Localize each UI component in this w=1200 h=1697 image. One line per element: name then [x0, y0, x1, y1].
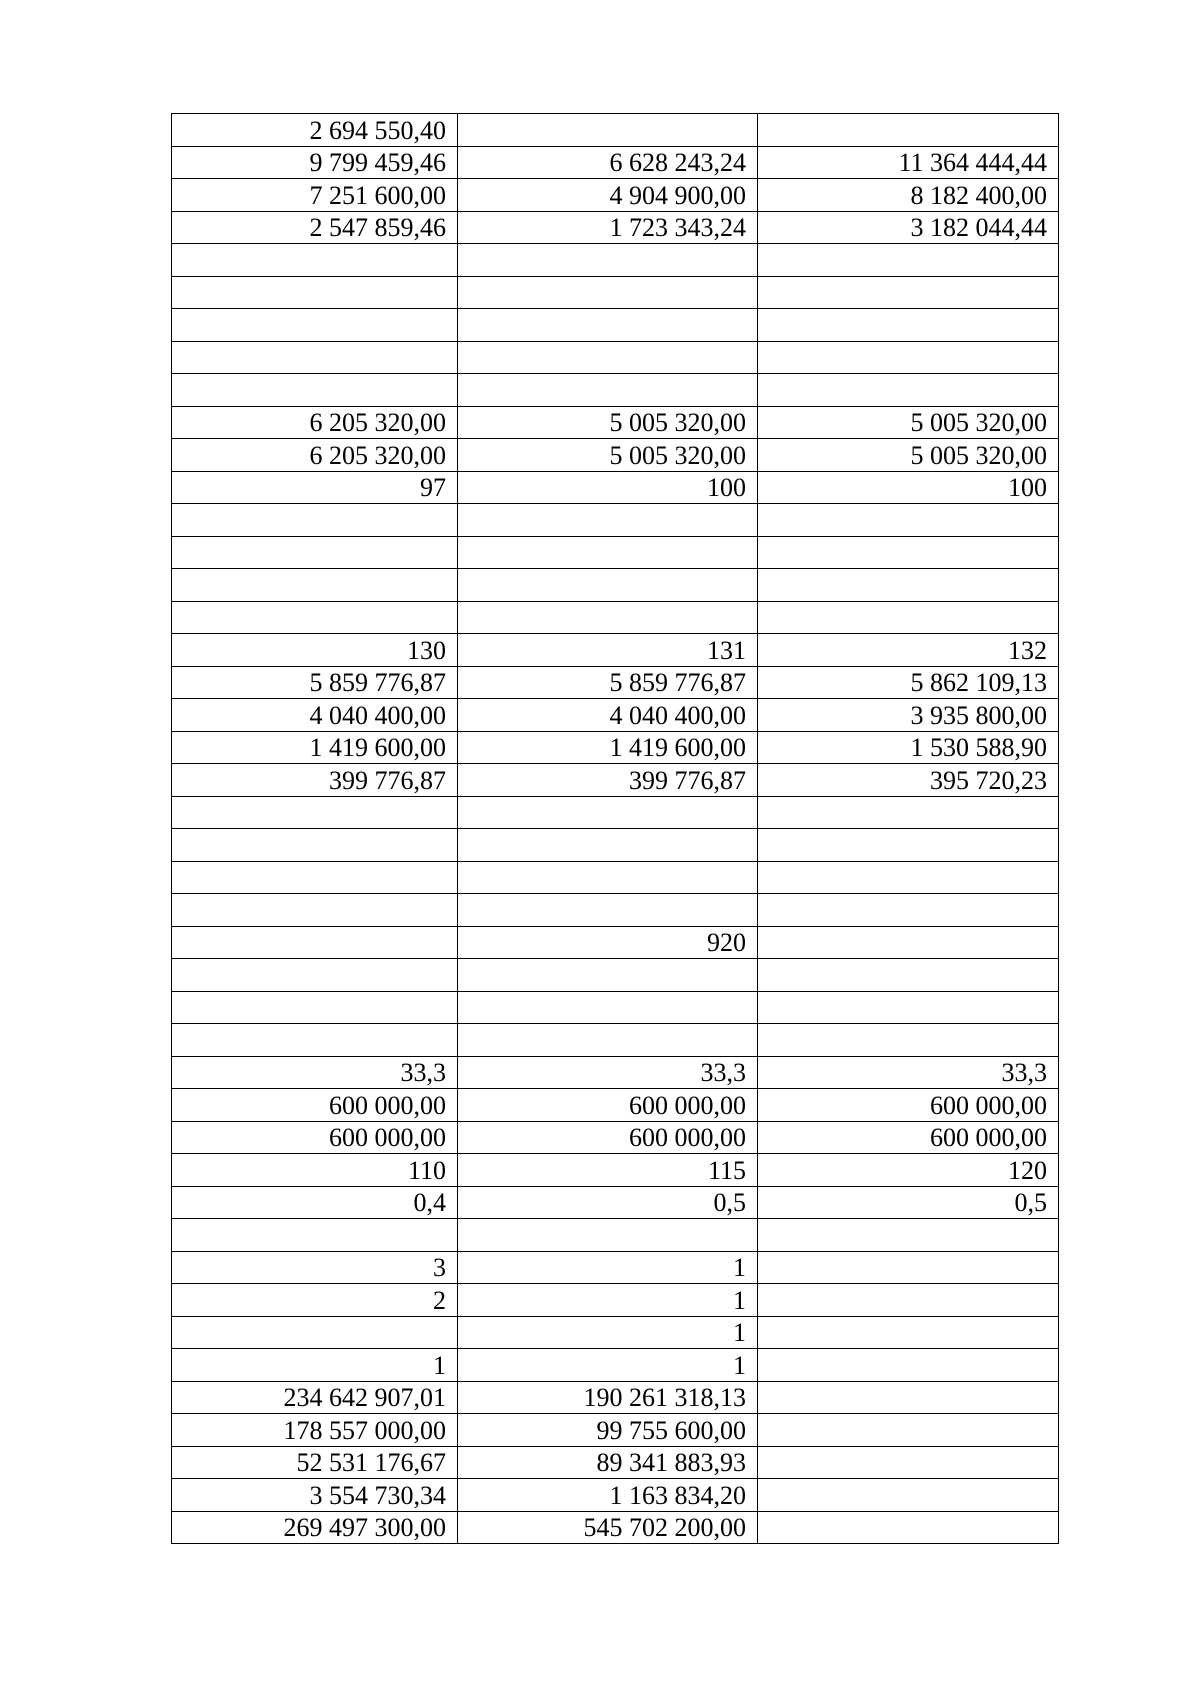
table-cell [758, 1511, 1059, 1544]
table-cell [758, 504, 1059, 537]
table-cell [458, 1024, 758, 1057]
table-cell [172, 829, 458, 862]
table-cell: 600 000,00 [172, 1121, 458, 1154]
table-cell [172, 341, 458, 374]
table-cell: 97 [172, 471, 458, 504]
table-row [172, 341, 1059, 374]
table-cell: 920 [458, 926, 758, 959]
table-cell [458, 601, 758, 634]
table-row [172, 276, 1059, 309]
table-cell [172, 861, 458, 894]
table-row [172, 569, 1059, 602]
table-cell [458, 276, 758, 309]
table-row [172, 1024, 1059, 1057]
table-cell [758, 894, 1059, 927]
table-cell [172, 1024, 458, 1057]
table-cell [172, 926, 458, 959]
table-cell: 399 776,87 [172, 764, 458, 797]
table-cell [758, 1381, 1059, 1414]
table-cell: 5 005 320,00 [758, 439, 1059, 472]
table-cell [758, 1446, 1059, 1479]
table-cell [172, 374, 458, 407]
table-cell [758, 1219, 1059, 1252]
table-cell: 1 163 834,20 [458, 1479, 758, 1512]
table-cell: 1 530 588,90 [758, 731, 1059, 764]
table-cell [458, 536, 758, 569]
table-cell [458, 1219, 758, 1252]
table-cell [758, 861, 1059, 894]
table-row [172, 991, 1059, 1024]
table-cell [172, 536, 458, 569]
table-cell [458, 959, 758, 992]
table-cell [758, 991, 1059, 1024]
table-cell: 9 799 459,46 [172, 146, 458, 179]
table-row [172, 244, 1059, 277]
table-cell [758, 1024, 1059, 1057]
table-cell: 99 755 600,00 [458, 1414, 758, 1447]
table-cell [458, 991, 758, 1024]
table-cell: 178 557 000,00 [172, 1414, 458, 1447]
table-cell: 33,3 [172, 1056, 458, 1089]
table-cell [172, 244, 458, 277]
table-row [172, 634, 1059, 667]
table-cell: 1 [458, 1316, 758, 1349]
table-cell [758, 601, 1059, 634]
table-cell: 6 205 320,00 [172, 406, 458, 439]
table-cell: 1 [458, 1251, 758, 1284]
table-cell: 1 723 343,24 [458, 211, 758, 244]
table-row [172, 666, 1059, 699]
table-cell [758, 926, 1059, 959]
table-cell: 1 [172, 1349, 458, 1382]
table-cell [172, 1316, 458, 1349]
table-cell: 132 [758, 634, 1059, 667]
table-row [172, 894, 1059, 927]
table-cell [758, 309, 1059, 342]
table-cell: 2 547 859,46 [172, 211, 458, 244]
table-body [172, 114, 1059, 1544]
table-cell: 115 [458, 1154, 758, 1187]
table-cell: 33,3 [758, 1056, 1059, 1089]
table-cell: 190 261 318,13 [458, 1381, 758, 1414]
table-cell: 3 935 800,00 [758, 699, 1059, 732]
table-cell: 3 554 730,34 [172, 1479, 458, 1512]
table-cell: 2 694 550,40 [172, 114, 458, 147]
table-row [172, 211, 1059, 244]
table-row [172, 179, 1059, 212]
table-cell: 100 [458, 471, 758, 504]
table-cell [758, 796, 1059, 829]
table-cell [758, 1284, 1059, 1317]
table-cell: 600 000,00 [172, 1089, 458, 1122]
table-cell: 1 419 600,00 [458, 731, 758, 764]
table-cell [758, 1349, 1059, 1382]
table-cell: 11 364 444,44 [758, 146, 1059, 179]
table-cell: 3 [172, 1251, 458, 1284]
table-row [172, 1349, 1059, 1382]
table-cell: 600 000,00 [758, 1089, 1059, 1122]
table-cell: 5 859 776,87 [458, 666, 758, 699]
table-cell: 6 205 320,00 [172, 439, 458, 472]
table-cell [172, 1219, 458, 1252]
table-cell [458, 244, 758, 277]
table-cell: 110 [172, 1154, 458, 1187]
table-cell [458, 114, 758, 147]
table-cell [458, 309, 758, 342]
table-cell: 4 040 400,00 [458, 699, 758, 732]
table-row [172, 1186, 1059, 1219]
table-cell [172, 894, 458, 927]
table-row [172, 1316, 1059, 1349]
table-cell: 130 [172, 634, 458, 667]
table-cell: 395 720,23 [758, 764, 1059, 797]
table-cell: 234 642 907,01 [172, 1381, 458, 1414]
table-cell [458, 796, 758, 829]
table-cell [172, 276, 458, 309]
table-row [172, 309, 1059, 342]
table-cell [758, 276, 1059, 309]
table-cell: 269 497 300,00 [172, 1511, 458, 1544]
table-cell: 100 [758, 471, 1059, 504]
table-row [172, 1446, 1059, 1479]
table-cell [758, 244, 1059, 277]
table-cell [458, 374, 758, 407]
table-cell: 131 [458, 634, 758, 667]
table-cell [172, 796, 458, 829]
table-cell: 545 702 200,00 [458, 1511, 758, 1544]
table-cell: 5 005 320,00 [458, 439, 758, 472]
table-cell: 5 005 320,00 [458, 406, 758, 439]
table-cell [758, 536, 1059, 569]
table-cell [758, 959, 1059, 992]
table-cell: 5 862 109,13 [758, 666, 1059, 699]
table-row [172, 471, 1059, 504]
table-row [172, 699, 1059, 732]
table-row [172, 1219, 1059, 1252]
table-row [172, 1511, 1059, 1544]
table-cell: 5 859 776,87 [172, 666, 458, 699]
table-cell: 0,4 [172, 1186, 458, 1219]
table-cell: 0,5 [458, 1186, 758, 1219]
table-cell [758, 1316, 1059, 1349]
table-row [172, 1056, 1059, 1089]
table-cell: 52 531 176,67 [172, 1446, 458, 1479]
table-row [172, 601, 1059, 634]
table-cell [458, 504, 758, 537]
table-cell [172, 309, 458, 342]
table-row [172, 1121, 1059, 1154]
table-row [172, 504, 1059, 537]
table-cell [458, 894, 758, 927]
table-cell: 1 [458, 1284, 758, 1317]
table-cell [758, 1479, 1059, 1512]
table-row [172, 1284, 1059, 1317]
table-cell: 33,3 [458, 1056, 758, 1089]
table-row [172, 1251, 1059, 1284]
table-cell [758, 341, 1059, 374]
table-cell [758, 829, 1059, 862]
data-table [171, 113, 1059, 1544]
table-row [172, 536, 1059, 569]
table-row [172, 1479, 1059, 1512]
table-cell: 2 [172, 1284, 458, 1317]
table-cell [758, 1251, 1059, 1284]
table-cell: 0,5 [758, 1186, 1059, 1219]
table-row [172, 1154, 1059, 1187]
table-cell: 1 [458, 1349, 758, 1382]
table-cell [172, 959, 458, 992]
table-cell: 600 000,00 [758, 1121, 1059, 1154]
table-cell: 1 419 600,00 [172, 731, 458, 764]
table-cell: 89 341 883,93 [458, 1446, 758, 1479]
table-cell [458, 829, 758, 862]
table-cell [458, 341, 758, 374]
table-cell: 5 005 320,00 [758, 406, 1059, 439]
table-row [172, 406, 1059, 439]
table-cell [172, 601, 458, 634]
table-cell: 600 000,00 [458, 1089, 758, 1122]
table-cell [758, 569, 1059, 602]
table-cell [458, 861, 758, 894]
table-cell [172, 991, 458, 1024]
table-cell [172, 504, 458, 537]
table-cell: 7 251 600,00 [172, 179, 458, 212]
table-cell [458, 569, 758, 602]
table-row [172, 861, 1059, 894]
table-cell: 600 000,00 [458, 1121, 758, 1154]
table-row [172, 796, 1059, 829]
table-row [172, 146, 1059, 179]
table-cell: 3 182 044,44 [758, 211, 1059, 244]
table-row [172, 1414, 1059, 1447]
table-cell [758, 374, 1059, 407]
table-cell: 4 904 900,00 [458, 179, 758, 212]
table-cell: 4 040 400,00 [172, 699, 458, 732]
table-row [172, 1381, 1059, 1414]
table-cell: 120 [758, 1154, 1059, 1187]
table-cell: 8 182 400,00 [758, 179, 1059, 212]
table-row [172, 829, 1059, 862]
table-cell: 399 776,87 [458, 764, 758, 797]
table-row [172, 926, 1059, 959]
table-row [172, 764, 1059, 797]
table-cell: 6 628 243,24 [458, 146, 758, 179]
table-cell [172, 569, 458, 602]
table-row [172, 439, 1059, 472]
table-cell [758, 1414, 1059, 1447]
table-row [172, 959, 1059, 992]
table-row [172, 1089, 1059, 1122]
table-row [172, 114, 1059, 147]
table-cell [758, 114, 1059, 147]
table-row [172, 374, 1059, 407]
table-row [172, 731, 1059, 764]
